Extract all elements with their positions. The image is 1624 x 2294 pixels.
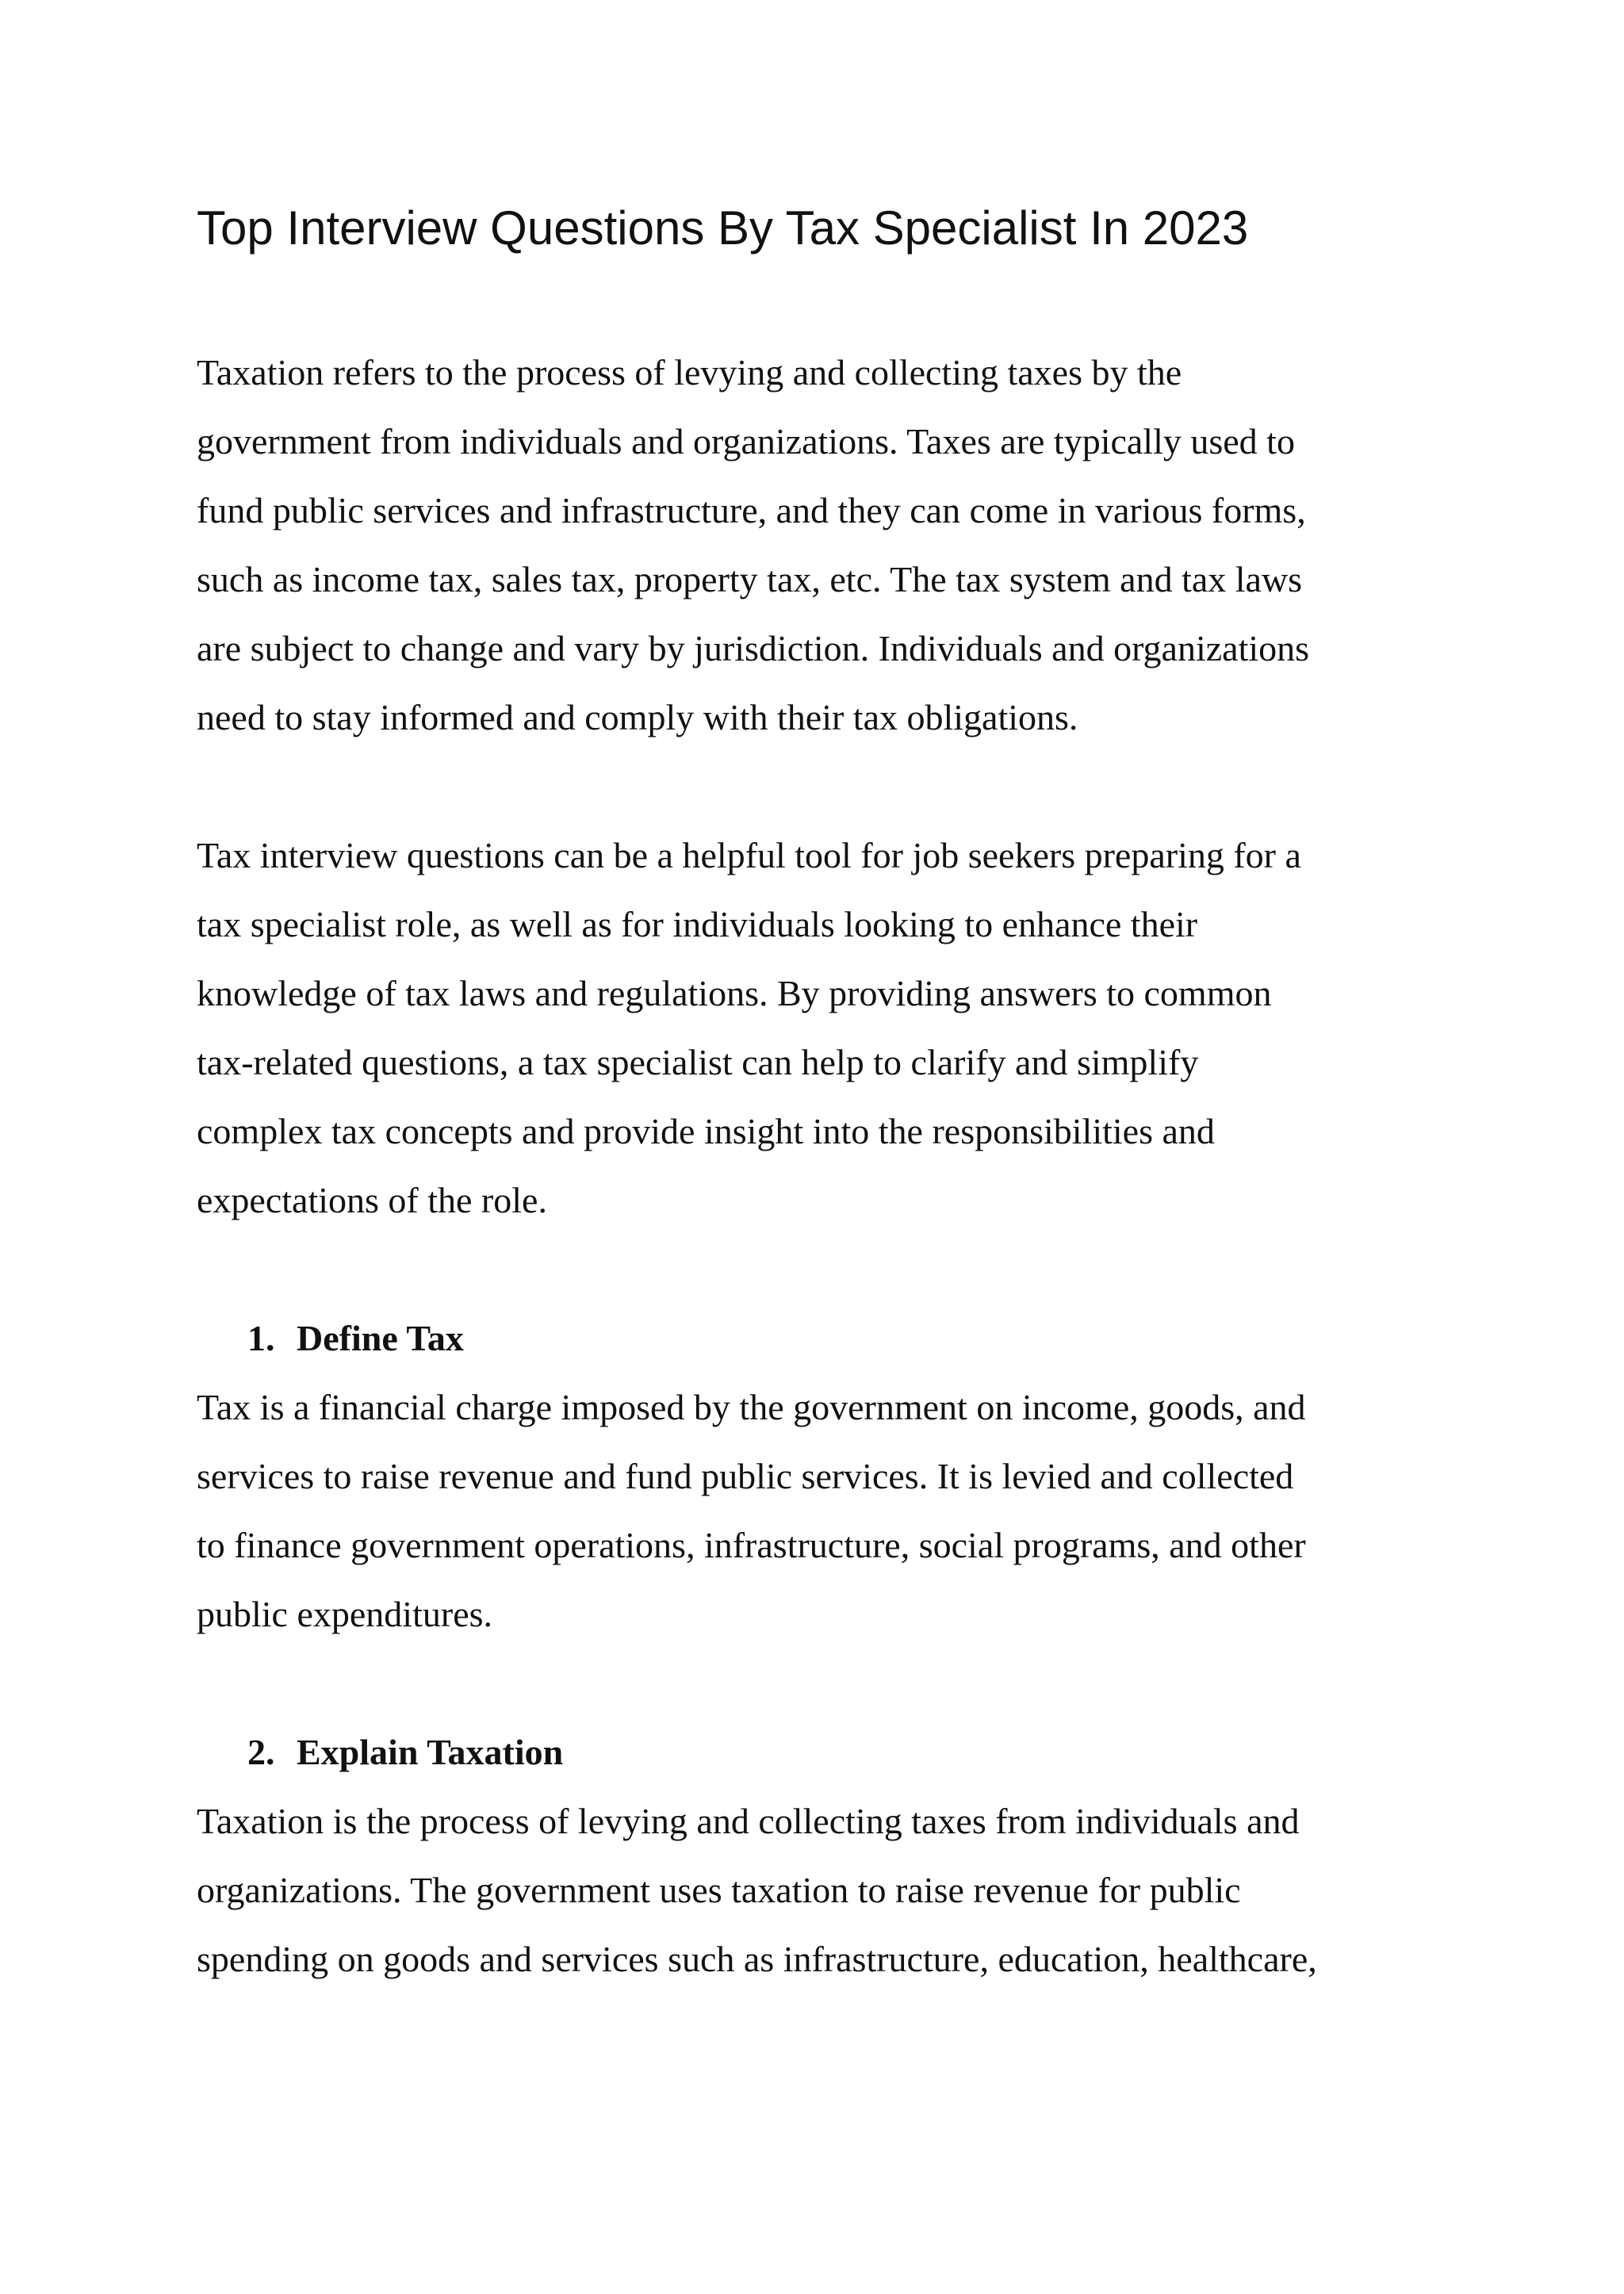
paragraph-line: spending on goods and services such as infrastructure, education, healthcare, [197,1939,1317,1979]
question-section-1 [197,1304,1434,1649]
question-number: 2. [247,1732,275,1772]
paragraph-line: Taxation is the process of levying and collecting taxes from individuals and [197,1801,1300,1841]
paragraph-line: services to raise revenue and fund public services. It is levied and collected [197,1456,1294,1496]
paragraph-line: expectations of the role. [197,1180,547,1220]
question-answer [197,1787,1434,1993]
document-body [197,190,1434,1993]
paragraph-line: Tax interview questions can be a helpful tool for job seekers preparing for a [197,835,1301,875]
paragraph-line: knowledge of tax laws and regulations. By providing answers to common [197,973,1272,1013]
intro-paragraph-2 [197,821,1434,1235]
paragraph-line: Tax is a financial charge imposed by the government on income, goods, and [197,1387,1306,1427]
paragraph-line: tax-related questions, a tax specialist can help to clarify and simplify [197,1042,1199,1082]
paragraph-line: such as income tax, sales tax, property tax, etc. The tax system and tax laws [197,559,1303,599]
paragraph-line: government from individuals and organizations. Taxes are typically used to [197,421,1295,461]
question-section-2 [197,1718,1434,1993]
paragraph-line: Taxation refers to the process of levying and collecting taxes by the [197,352,1182,393]
paragraph-line: public expenditures. [197,1594,493,1634]
question-heading [197,1718,1434,1787]
document-title: Top Interview Questions By Tax Specialist In 2023 [197,201,1249,255]
paragraph-line: need to stay informed and comply with their tax obligations. [197,697,1078,737]
question-title: Explain Taxation [297,1732,564,1772]
paragraph-line: complex tax concepts and provide insight into the responsibilities and [197,1111,1215,1151]
question-number: 1. [247,1318,275,1358]
question-title: Define Tax [297,1318,464,1358]
paragraph-spacer [197,1649,1434,1718]
paragraph-spacer [197,752,1434,821]
paragraph-spacer [197,1235,1434,1304]
paragraph-line: fund public services and infrastructure, and they can come in various forms, [197,490,1306,530]
paragraph-line: are subject to change and vary by jurisdiction. Individuals and organizations [197,628,1310,668]
question-heading [197,1304,1434,1373]
paragraph-line: organizations. The government uses taxation to raise revenue for public [197,1870,1241,1910]
question-answer [197,1373,1434,1649]
intro-paragraph-1 [197,338,1434,752]
paragraph-line: to finance government operations, infrastructure, social programs, and other [197,1525,1306,1565]
paragraph-line: tax specialist role, as well as for individuals looking to enhance their [197,904,1198,944]
